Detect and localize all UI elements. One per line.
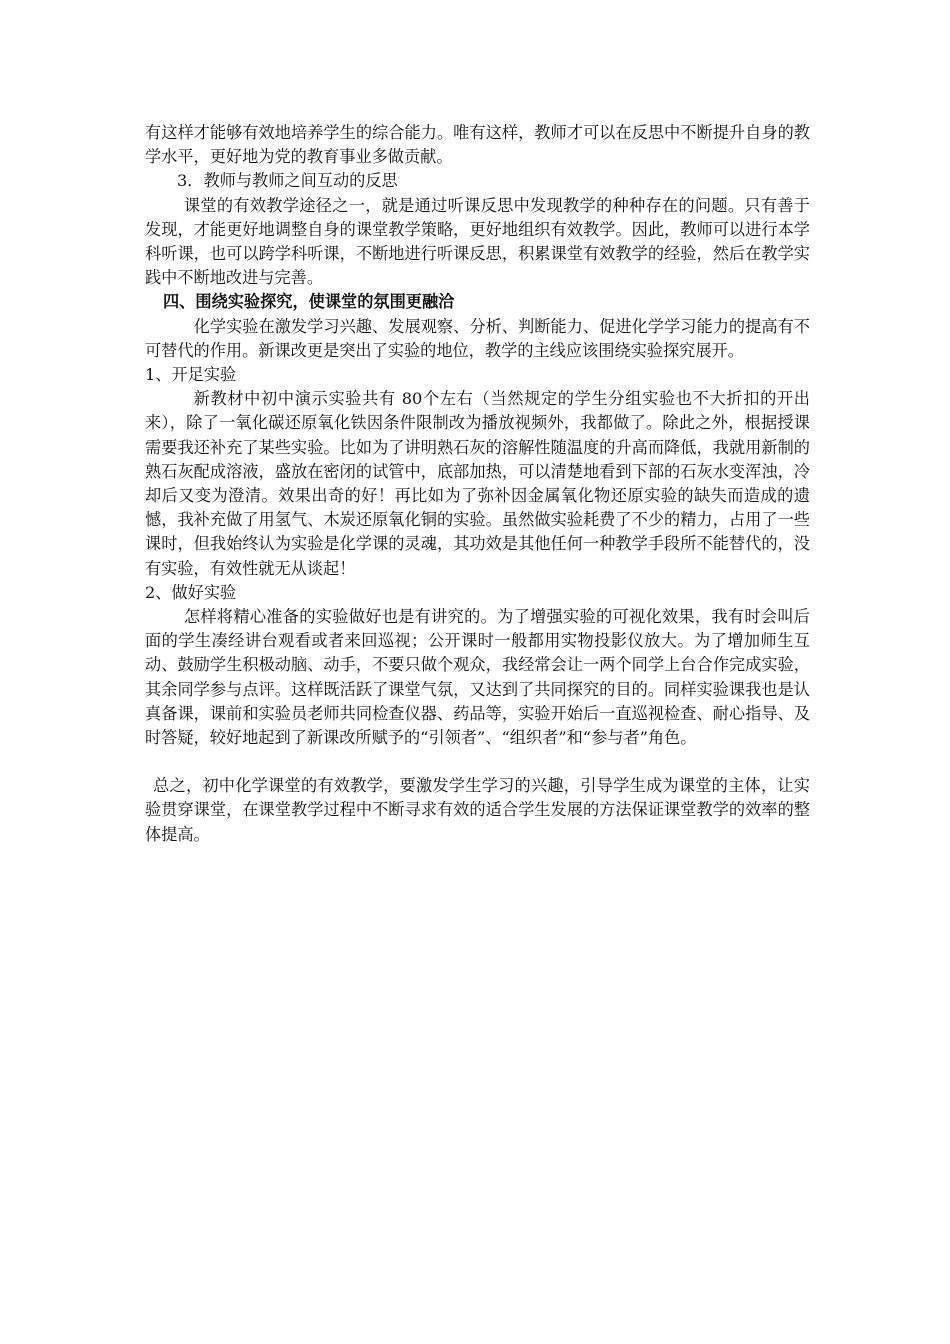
list-item-full-experiments: 1、开足实验 [145, 365, 237, 385]
subheading-teacher-interaction: 3．教师与教师之间互动的反思 [177, 171, 398, 191]
paragraph-continuation: 有这样才能够有效地培养学生的综合能力。唯有这样，教师才可以在反思中不断提升自身的教学水平，更好地为党的教育事业多做贡献。 [145, 123, 810, 167]
paragraph-good-experiments: 怎样将精心准备的实验做好也是有讲究的。为了增强实验的可视化效果，我有时会叫后面的学生凑经讲台观看或者来回巡视；公开课时一般都用实物投影仪放大。为了增加师生互动、鼓励学生积极动脑、动手，不要只做个观众，我经常会让一两个同学上台合作完成实验，其余同学参与点评。这样既活跃了课堂气氛，又达到了共同探究的目的。同样实验课我也是认真备课，课前和实验员老师共同检查仪器、药品等，实验开始后一直巡视检查、耐心指导、及时答疑，较好地起到了新课改所赋予的“引领者”、“组织者”和“参与者”角色。 [145, 607, 810, 748]
section-heading-experiment: 四、围绕实验探究，使课堂的氛围更融洽 [163, 292, 455, 312]
paragraph-spacer [145, 750, 810, 774]
document-page [145, 121, 810, 847]
paragraph-lesson-observation: 课堂的有效教学途径之一，就是通过听课反思中发现教学的种种存在的问题。只有善于发现，才能更好地调整自身的课堂教学策略，更好地组织有效教学。因此，教师可以进行本学科听课，也可以跨学科听课，不断地进行听课反思，积累课堂有效教学的经验，然后在教学实践中不断地改进与完善。 [145, 195, 810, 288]
paragraph-experiment-intro: 化学实验在激发学习兴趣、发展观察、分析、判断能力、促进化学学习能力的提高有不可替代的作用。新课改更是突出了实验的地位，教学的主线应该围绕实验探究展开。 [145, 316, 810, 360]
paragraph-conclusion: 总之，初中化学课堂的有效教学，要激发学生学习的兴趣，引导学生成为课堂的主体，让实验贯穿课堂，在课堂教学过程中不断寻求有效的适合学生发展的方法保证课堂教学的效率的整体提高。 [145, 776, 810, 844]
paragraph-full-experiments: 新教材中初中演示实验共有 80个左右（当然规定的学生分组实验也不大折扣的开出来），除了一氧化碳还原氧化铁因条件限制改为播放视频外，我都做了。除此之外，根据授课需要我还补充了某些实验。比如为了讲明熟石灰的溶解性随温度的升高而降低，我就用新制的熟石灰配成溶液，盛放在密闭的试管中，底部加热，可以清楚地看到下部的石灰水变浑浊，冷却后又变为澄清。效果出奇的好！再比如为了弥补因金属氧化物还原实验的缺失而造成的遗憾，我补充做了用氢气、木炭还原氧化铜的实验。虽然做实验耗费了不少的精力，占用了一些课时，但我始终认为实验是化学课的灵魂，其功效是其他任何一种教学手段所不能替代的，没有实验，有效性就无从谈起！ [145, 389, 810, 578]
list-item-good-experiments: 2、做好实验 [145, 582, 237, 602]
